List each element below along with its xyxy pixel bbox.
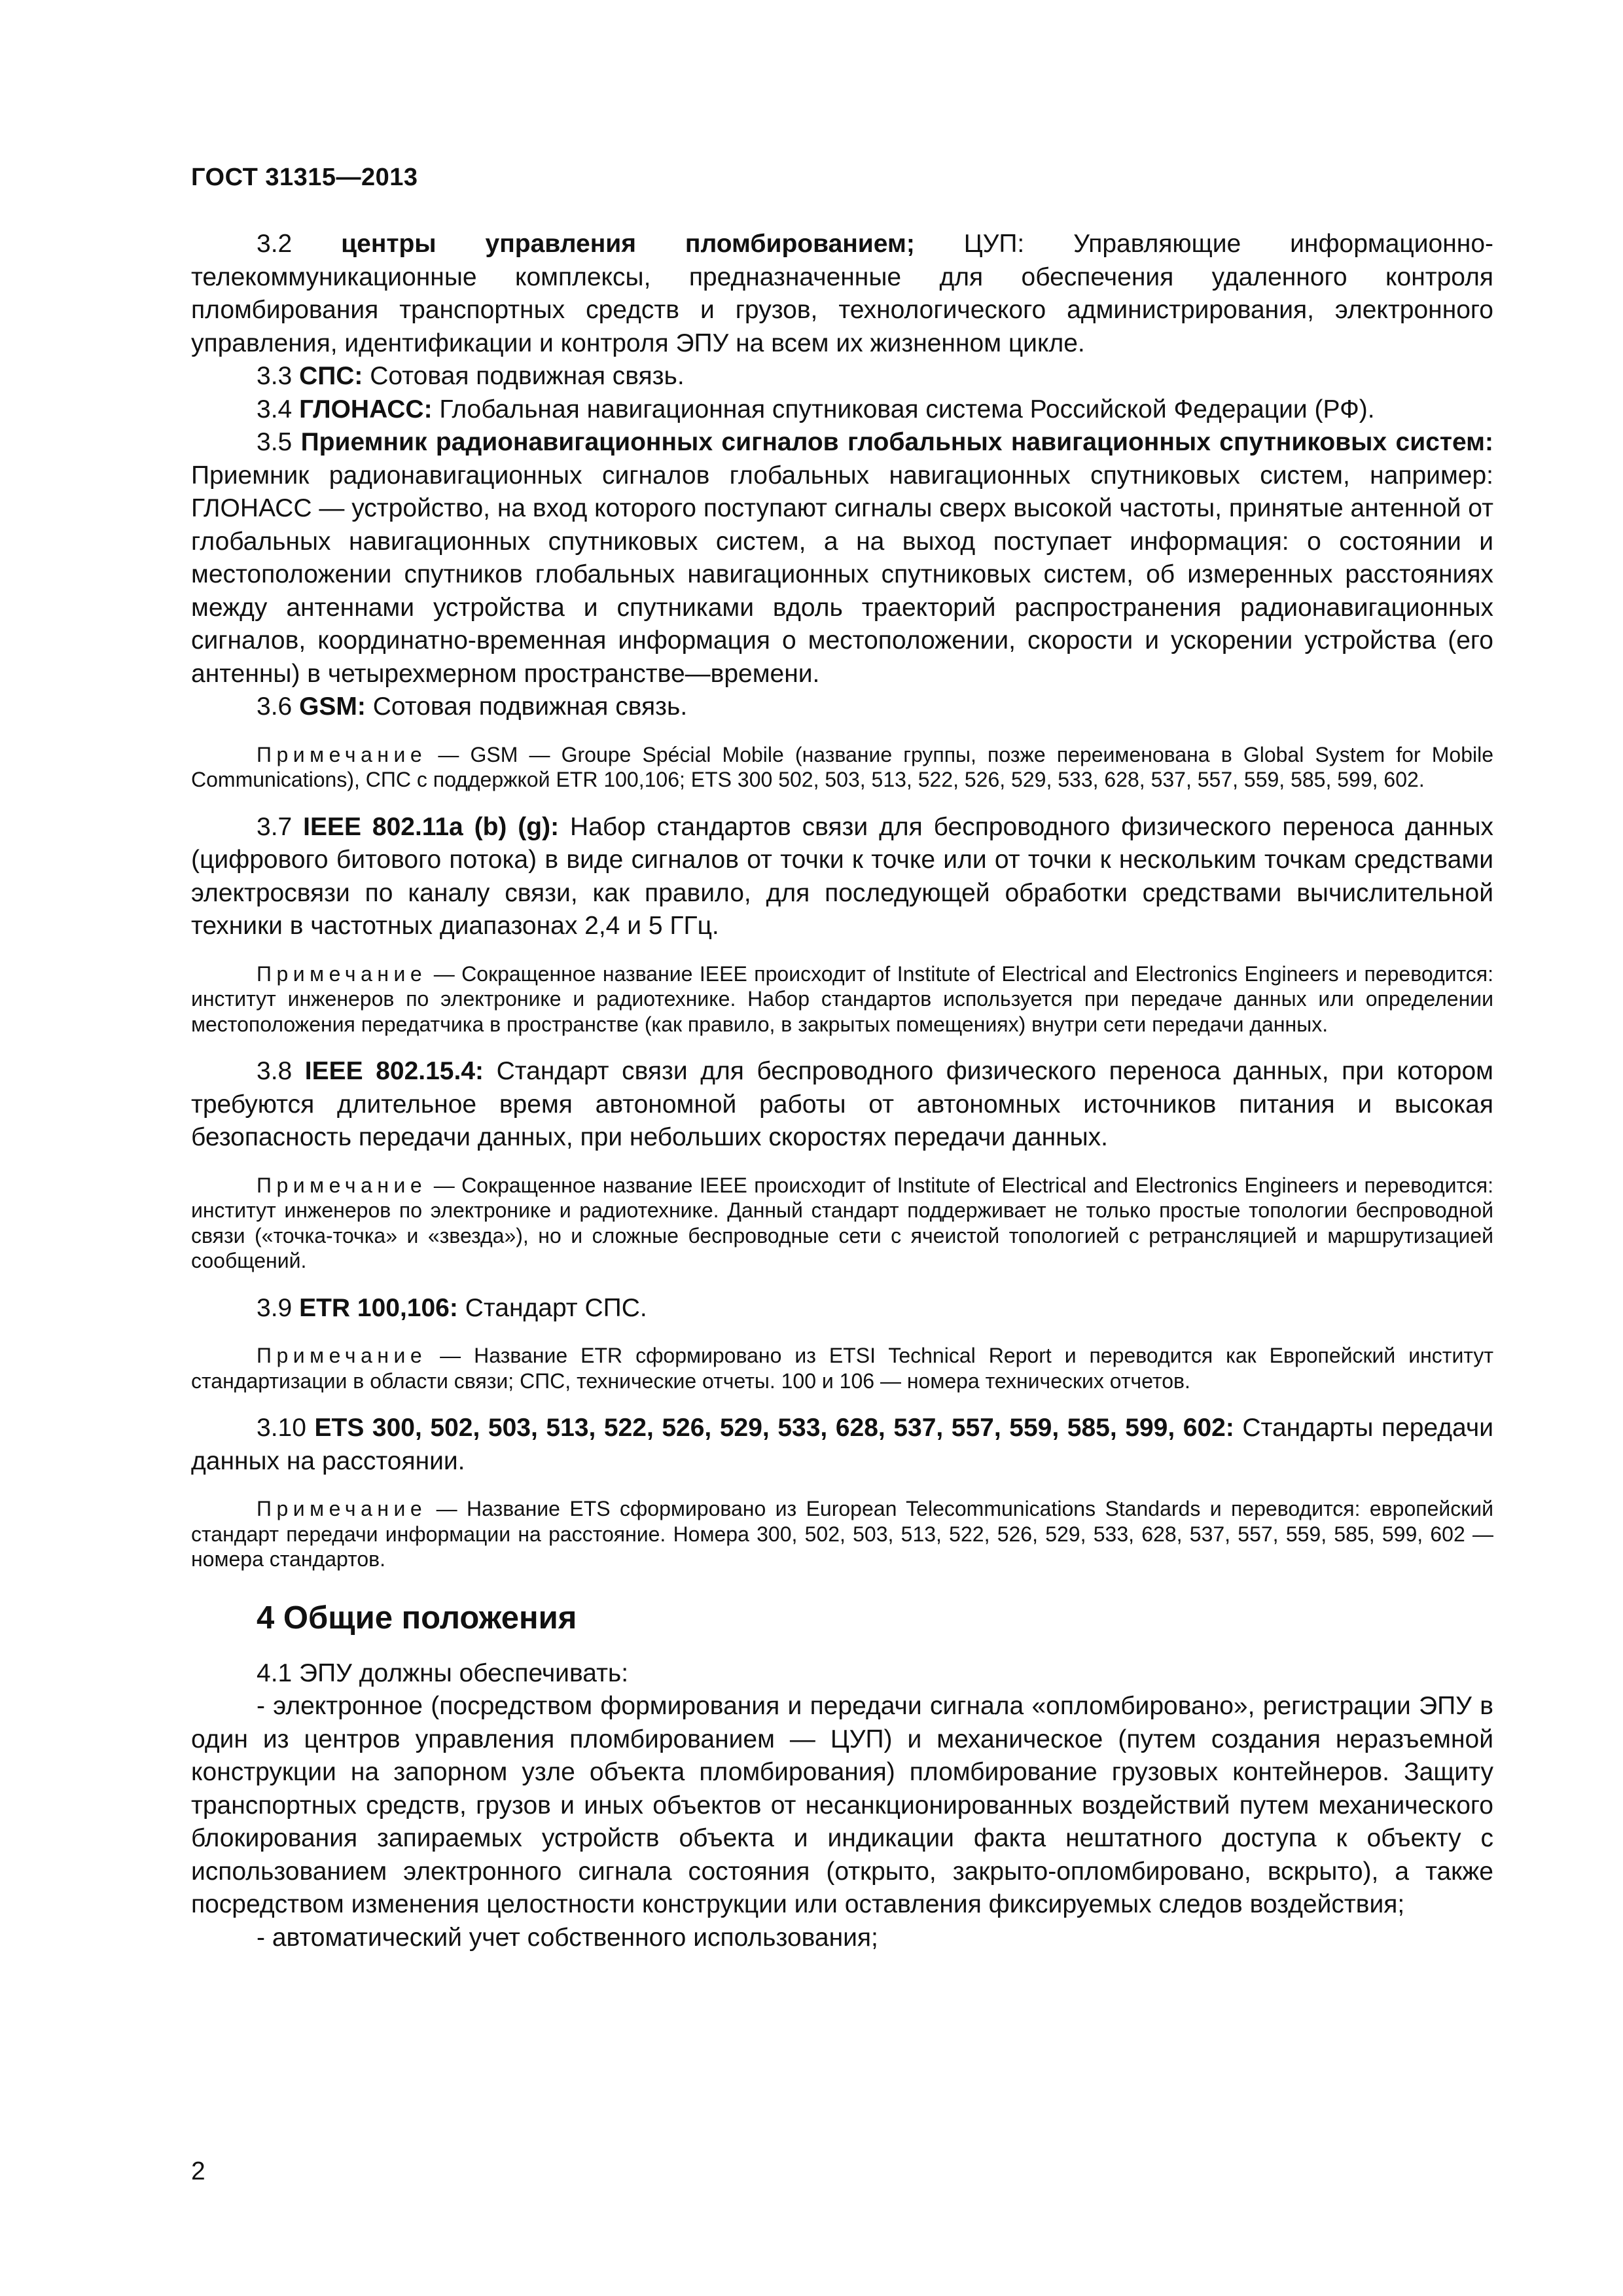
list-item: - электронное (посредством формирования и передачи сигнала «опломбировано», регистрации ЭПУ в один из центров управления пломбированием — ЦУП) и механическое (путем создания неразъемной конструкции на запорном узле объекта пломбирования) пломбирование грузовых контейнеров. Защиту транспортных средств, грузов и иных объектов от несанкционированных воздействий путем механического блокирования запираемых устройств объекта и индикации факта нештатного доступа к объекту с использованием электронного сигнала состояния (открыто, закрыто-опломбировано, вскрыто), а также посредством изменения целостности конструкции или оставления фиксируемых следов воздействия;: [191, 1692, 1493, 1918]
definition-3-7: [191, 811, 1493, 943]
section-4-title: 4 Общие положения: [257, 1600, 577, 1636]
note-3-10: [191, 1496, 1493, 1572]
note-3-6: [191, 742, 1493, 793]
note-label: Примечание: [257, 1497, 427, 1520]
note-label: Примечание: [257, 742, 427, 766]
note-3-7: [191, 961, 1493, 1037]
clause-number: 3.9: [257, 1293, 293, 1322]
note-text: — Название ETR сформировано из ETSI Technical Report и переводится как Европейский институт стандартизации в области связи; СПС, технические отчеты. 100 и 106 — номера технических отчетов.: [191, 1344, 1493, 1393]
page-content: [191, 228, 1493, 1954]
note-label: Примечание: [257, 961, 427, 986]
note-text: — Сокращенное название IEEE происходит of Institute of Electrical and Electronics Engineers и переводится: институт инженеров по электронике и радиотехнике. Набор стандартов используется при передаче данных или определении местоположения передатчика в пространстве (как правило, в закрытых помещениях) внутри сети передачи данных.: [191, 961, 1493, 1036]
clause-number: 3.7: [257, 812, 293, 841]
clause-number: 3.3: [257, 362, 293, 390]
term: СПС:: [299, 362, 363, 390]
clause-number: 3.6: [257, 692, 293, 721]
term: Приемник радионавигационных сигналов глобальных навигационных спутниковых систем:: [300, 428, 1493, 456]
definition-3-10: [191, 1412, 1493, 1478]
note-label: Примечание: [257, 1173, 427, 1197]
clause-number: 3.4: [257, 395, 293, 423]
note-text: — GSM — Groupe Spécial Mobile (название группы, позже переименована в Global System for Mobile Communications), СПС с поддержкой ETR 100,106; ETS 300 502, 503, 513, 522, 526, 529, 533, 628, 537, 557, 559, 585, 599, 602.: [191, 742, 1493, 791]
note-text: — Сокращенное название IEEE происходит of Institute of Electrical and Electronics Engineers и переводится: институт инженеров по электронике и радиотехнике. Данный стандарт поддерживает не только простые топологии беспроводной связи («точка-точка» и «звезда»), но и сложные беспроводные сети с ячеистой топологией с ретрансляцией и маршрутизацией сообщений.: [191, 1173, 1493, 1272]
document-header: ГОСТ 31315—2013: [191, 164, 418, 191]
note-text: — Название ETS сформировано из European Telecommunications Standards и переводится: европейский стандарт передачи информации на расстояние. Номера 300, 502, 503, 513, 522, 526, 529, 533, 628, 537, 557, 559, 585, 599, 602 — номера стандартов.: [191, 1497, 1493, 1571]
definition-text: Стандарт связи для беспроводного физического переноса данных, при котором требуются длительное время автономной работы от автономных источников питания и высокая безопасность передачи данных, при небольших скоростях передачи данных.: [191, 1057, 1493, 1151]
definition-text: Стандарт СПС.: [457, 1293, 647, 1322]
note-3-9: [191, 1343, 1493, 1393]
clause-number: 3.8: [257, 1057, 293, 1085]
term: GSM:: [299, 692, 366, 721]
page-number: 2: [191, 2157, 205, 2185]
definition-3-6: [191, 691, 1493, 724]
definition-3-9: [191, 1292, 1493, 1325]
term: IEEE 802.11a (b) (g):: [303, 812, 560, 841]
term: ГЛОНАСС:: [299, 395, 433, 423]
definition-text: Сотовая подвижная связь.: [363, 362, 685, 390]
definition-3-5: [191, 426, 1493, 691]
note-3-8: [191, 1173, 1493, 1274]
definition-3-3: [191, 360, 1493, 393]
clause-4-1: 4.1 ЭПУ должны обеспечивать:: [257, 1659, 629, 1687]
definition-3-8: [191, 1055, 1493, 1155]
definition-text: Приемник радионавигационных сигналов глобальных навигационных спутниковых систем, например: ГЛОНАСС — устройство, на вход которого поступают сигналы сверх высокой частоты, принятые антенной от глобальных навигационных спутниковых систем, а на выход поступает информация: о состоянии и местоположении спутников глобальных навигационных спутниковых систем, об измеренных расстояниях между антеннами устройства и спутниками вдоль траекторий распространения радионавигационных сигналов, координатно-временная информация о местоположении, скорости и ускорении устройства (его антенны) в четырехмерном пространстве—времени.: [191, 461, 1493, 688]
definition-text: Сотовая подвижная связь.: [365, 692, 688, 721]
clause-number: 3.2: [257, 230, 293, 258]
definition-text: ЦУП: Управляющие информационно-телекоммуникационные комплексы, предназначенные для обеспечения удаленного контроля пломбирования транспортных средств и грузов, технологического администрирования, электронного управления, идентификации и контроля ЭПУ на всем их жизненном цикле.: [191, 230, 1493, 357]
definition-3-4: [191, 393, 1493, 427]
list-item: - автоматический учет собственного использования;: [257, 1923, 878, 1952]
note-label: Примечание: [257, 1344, 427, 1367]
term: центры управления пломбированием;: [341, 230, 915, 258]
term: ETR 100,106:: [299, 1293, 458, 1322]
definition-3-2: [191, 228, 1493, 360]
definition-text: Глобальная навигационная спутниковая система Российской Федерации (РФ).: [432, 395, 1375, 423]
clause-number: 3.5: [257, 428, 293, 456]
term: ETS 300, 502, 503, 513, 522, 526, 529, 533, 628, 537, 557, 559, 585, 599, 602:: [314, 1414, 1234, 1442]
term: IEEE 802.15.4:: [304, 1057, 484, 1085]
definition-text: Набор стандартов связи для беспроводного физического переноса данных (цифрового битового потока) в виде сигналов от точки к точке или от точки к нескольким точкам средствами электросвязи по каналу связи, как правило, для последующей обработки средствами вычислительной техники в частотных диапазонах 2,4 и 5 ГГц.: [191, 812, 1493, 940]
definition-text: Стандарты передачи данных на расстоянии.: [191, 1414, 1493, 1475]
clause-number: 3.10: [257, 1414, 306, 1442]
